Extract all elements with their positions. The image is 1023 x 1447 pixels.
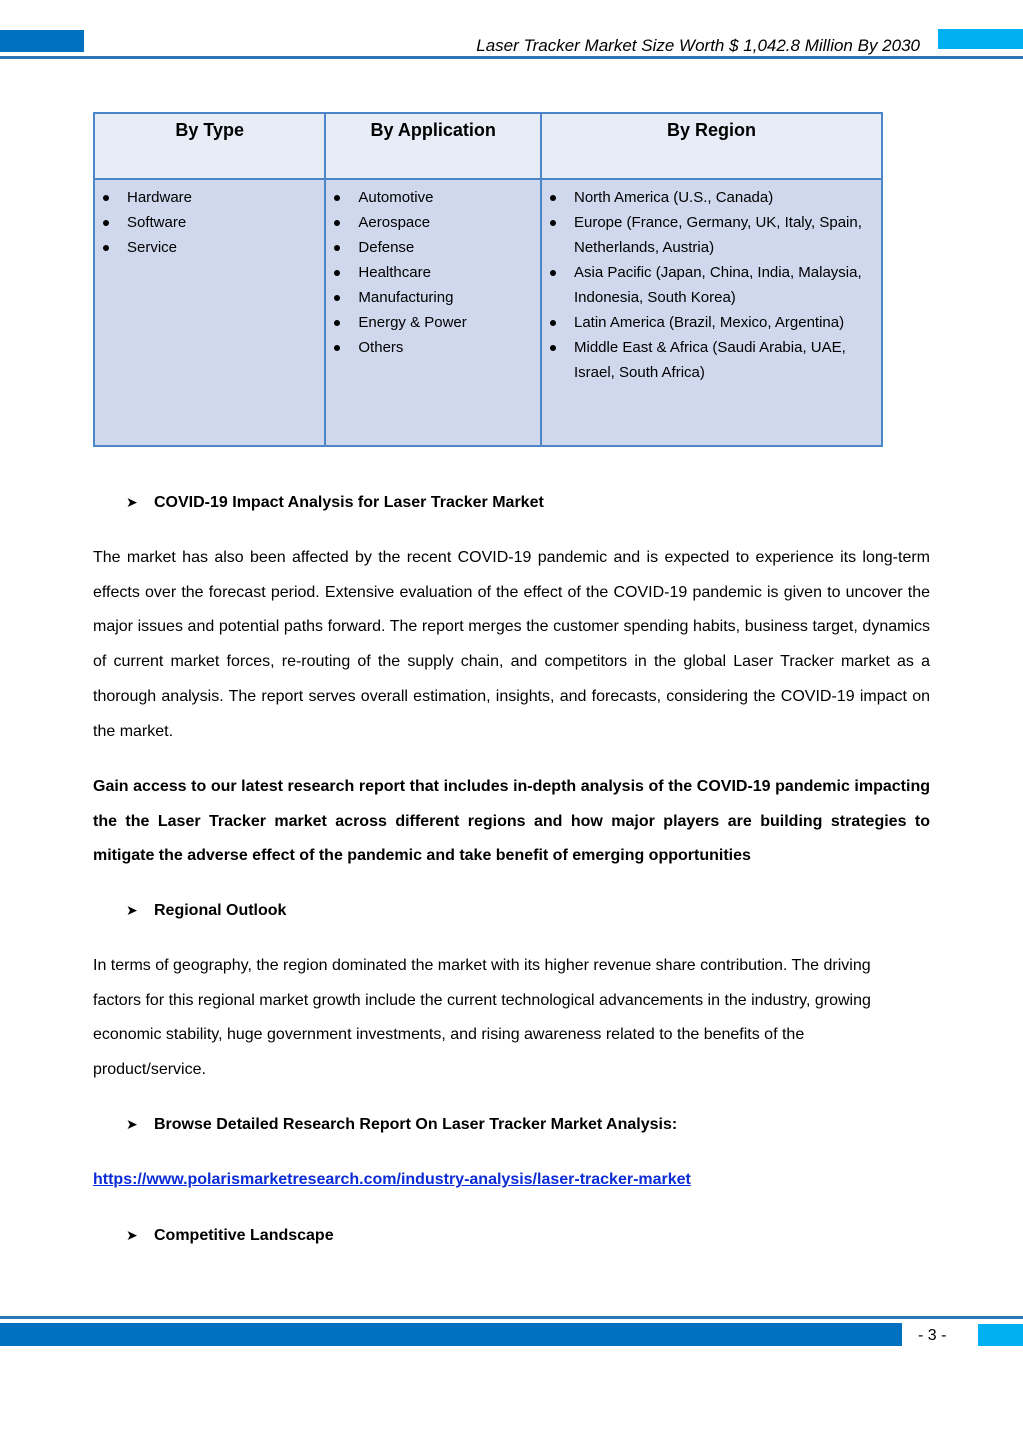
- covid-heading-text: COVID-19 Impact Analysis for Laser Tracker Market: [154, 494, 544, 511]
- by-application-list: [332, 185, 534, 360]
- header-accent-block-right: [938, 29, 1023, 49]
- list-item: Others: [332, 335, 534, 360]
- browse-section-heading: [126, 1116, 677, 1134]
- competitive-section-heading: [126, 1227, 334, 1245]
- footer-bar: [0, 1323, 902, 1346]
- regional-paragraph: In terms of geography, the region dominated the market with its higher revenue share contribution. The driving factors for this regional market growth include the current technological advancements in the industry, growing economic stability, huge government investments, and rising awareness related to the benefits of the product/service.: [93, 957, 871, 1079]
- list-item: Healthcare: [332, 260, 534, 285]
- list-item: Hardware: [101, 185, 318, 210]
- covid-paragraph: The market has also been affected by the recent COVID-19 pandemic and is expected to experience its long-term effects over the forecast period. Extensive evaluation of the effect of the COVID-19 pandemic is given to uncover the major issues and potential paths forward. The report merges the customer spending habits, business target, dynamics of current market forces, re-routing of the supply chain, and competitors in the global Laser Tracker market as a thorough analysis. The report serves overall estimation, insights, and forecasts, considering the COVID-19 impact on the market.: [93, 549, 930, 740]
- column-header-by-application: By Application: [325, 113, 541, 179]
- header-title: Laser Tracker Market Size Worth $ 1,042.8 Million By 2030: [476, 36, 920, 55]
- competitive-heading-text: Competitive Landscape: [154, 1227, 334, 1244]
- list-item: Asia Pacific (Japan, China, India, Malaysia, Indonesia, South Korea): [548, 260, 875, 310]
- list-item: Service: [101, 235, 318, 260]
- list-item: North America (U.S., Canada): [548, 185, 875, 210]
- list-item: Manufacturing: [332, 285, 534, 310]
- segmentation-table: [93, 112, 883, 447]
- report-link[interactable]: https://www.polarismarketresearch.com/industry-analysis/laser-tracker-market: [93, 1171, 691, 1188]
- by-application-cell: [325, 179, 541, 446]
- header-rule: [0, 56, 1023, 59]
- header-accent-block-left: [0, 30, 84, 52]
- arrow-bullet-icon: ➤: [126, 902, 138, 918]
- arrow-bullet-icon: ➤: [126, 494, 138, 510]
- page-number: - 3 -: [918, 1327, 947, 1344]
- table-row: [94, 179, 882, 446]
- list-item: Energy & Power: [332, 310, 534, 335]
- list-item: Middle East & Africa (Saudi Arabia, UAE, Israel, South Africa): [548, 335, 875, 385]
- list-item: Defense: [332, 235, 534, 260]
- list-item: Europe (France, Germany, UK, Italy, Spain, Netherlands, Austria): [548, 210, 875, 260]
- column-header-by-region: By Region: [541, 113, 882, 179]
- regional-heading-text: Regional Outlook: [154, 902, 287, 919]
- footer-accent-block-right: [978, 1324, 1023, 1346]
- by-type-list: [101, 185, 318, 260]
- footer-rule: [0, 1316, 1023, 1319]
- by-region-list: [548, 185, 875, 385]
- list-item: Software: [101, 210, 318, 235]
- list-item: Aerospace: [332, 210, 534, 235]
- list-item: Automotive: [332, 185, 534, 210]
- table-header-row: [94, 113, 882, 179]
- arrow-bullet-icon: ➤: [126, 1116, 138, 1132]
- column-header-by-type: By Type: [94, 113, 325, 179]
- gain-access-paragraph: Gain access to our latest research report that includes in-depth analysis of the COVID-19 pandemic impacting the the Laser Tracker market across different regions and how major players are building strategies to mitigate the adverse effect of the pandemic and take benefit of emerging opportunities: [93, 778, 930, 865]
- arrow-bullet-icon: ➤: [126, 1227, 138, 1243]
- browse-heading-text: Browse Detailed Research Report On Laser Tracker Market Analysis:: [154, 1116, 678, 1133]
- list-item: Latin America (Brazil, Mexico, Argentina): [548, 310, 875, 335]
- by-region-cell: [541, 179, 882, 446]
- covid-section-heading: [126, 494, 544, 512]
- by-type-cell: [94, 179, 325, 446]
- regional-section-heading: [126, 902, 286, 920]
